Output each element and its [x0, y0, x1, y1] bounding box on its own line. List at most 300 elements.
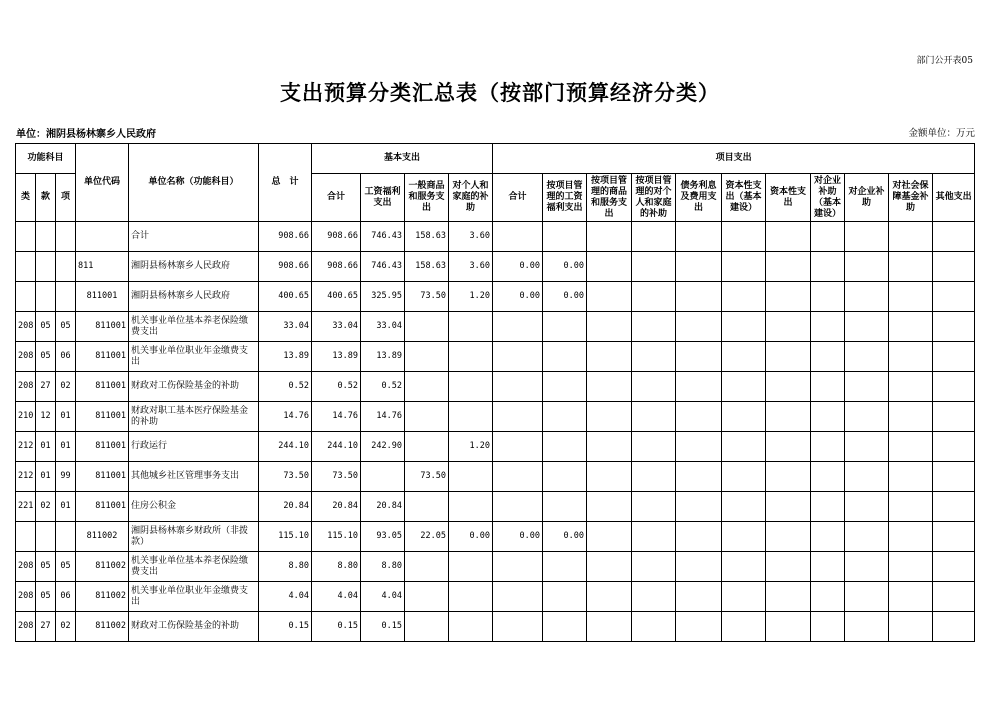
cell-project-wage: 0.00 [543, 282, 587, 312]
cell-unit-name: 机关事业单位基本养老保险缴费支出 [129, 312, 259, 342]
cell-unit-name: 其他城乡社区管理事务支出 [129, 462, 259, 492]
cell-xiang: 99 [56, 462, 76, 492]
cell-kuan: 05 [36, 582, 56, 612]
cell-project-wage [543, 372, 587, 402]
cell-unit-code: 811001 [76, 342, 129, 372]
cell-project-capital [766, 492, 811, 522]
cell-project-wage [543, 552, 587, 582]
table-row [16, 372, 975, 402]
cell-project-social [889, 282, 933, 312]
cell-project-debt [676, 582, 722, 612]
cell-unit-code: 811001 [76, 372, 129, 402]
header-project-goods: 按项目管理的商品和服务支出 [587, 174, 632, 222]
cell-unit-name: 机关事业单位基本养老保险缴费支出 [129, 552, 259, 582]
header-func: 功能科目 [16, 144, 76, 174]
cell-basic-goods [405, 432, 449, 462]
cell-project-capital [766, 462, 811, 492]
cell-xiang: 01 [56, 492, 76, 522]
cell-xiang [56, 282, 76, 312]
cell-project-capital [766, 282, 811, 312]
cell-project-capital [766, 222, 811, 252]
cell-lei: 208 [16, 372, 36, 402]
cell-project-enterprise [845, 372, 889, 402]
cell-project-capital-basic [722, 282, 766, 312]
cell-project-goods [587, 432, 632, 462]
cell-total: 73.50 [259, 462, 312, 492]
cell-project-debt [676, 612, 722, 642]
cell-project-capital-basic [722, 612, 766, 642]
cell-basic-sum: 0.52 [312, 372, 361, 402]
cell-unit-code: 811002 [76, 552, 129, 582]
cell-project-goods [587, 492, 632, 522]
cell-project-capital-basic [722, 312, 766, 342]
cell-unit-code [76, 222, 129, 252]
cell-project-sum [493, 462, 543, 492]
cell-project-capital [766, 612, 811, 642]
cell-basic-sum: 908.66 [312, 222, 361, 252]
header-project-other: 其他支出 [933, 174, 975, 222]
cell-project-enterprise-basic [811, 462, 845, 492]
cell-total: 400.65 [259, 282, 312, 312]
cell-unit-name: 住房公积金 [129, 492, 259, 522]
table-row [16, 432, 975, 462]
cell-project-personal [632, 372, 676, 402]
cell-project-capital [766, 342, 811, 372]
cell-project-sum [493, 432, 543, 462]
cell-basic-goods: 73.50 [405, 462, 449, 492]
cell-unit-code: 811002 [76, 522, 129, 552]
cell-unit-name: 合计 [129, 222, 259, 252]
cell-basic-goods [405, 612, 449, 642]
cell-basic-personal [449, 492, 493, 522]
cell-project-other [933, 222, 975, 252]
cell-project-enterprise-basic [811, 312, 845, 342]
cell-project-capital [766, 312, 811, 342]
cell-project-other [933, 432, 975, 462]
header-basic: 基本支出 [312, 144, 493, 174]
cell-lei: 210 [16, 402, 36, 432]
table-row [16, 612, 975, 642]
cell-project-social [889, 552, 933, 582]
cell-project-goods [587, 462, 632, 492]
cell-basic-goods: 158.63 [405, 222, 449, 252]
cell-project-wage: 0.00 [543, 522, 587, 552]
cell-project-personal [632, 282, 676, 312]
cell-basic-sum: 0.15 [312, 612, 361, 642]
cell-project-enterprise-basic [811, 402, 845, 432]
cell-basic-wage: 93.05 [361, 522, 405, 552]
cell-project-enterprise [845, 552, 889, 582]
cell-lei: 208 [16, 612, 36, 642]
cell-basic-personal: 1.20 [449, 282, 493, 312]
cell-unit-name: 机关事业单位职业年金缴费支出 [129, 342, 259, 372]
cell-total: 13.89 [259, 342, 312, 372]
cell-basic-sum: 20.84 [312, 492, 361, 522]
header-basic-sum: 合计 [312, 174, 361, 222]
table-row [16, 282, 975, 312]
cell-xiang [56, 252, 76, 282]
cell-project-personal [632, 312, 676, 342]
cell-project-enterprise [845, 252, 889, 282]
cell-xiang: 02 [56, 372, 76, 402]
cell-project-capital-basic [722, 552, 766, 582]
table-row [16, 462, 975, 492]
cell-project-goods [587, 552, 632, 582]
cell-unit-name: 财政对工伤保险基金的补助 [129, 372, 259, 402]
cell-lei: 212 [16, 462, 36, 492]
cell-project-capital-basic [722, 222, 766, 252]
cell-basic-wage: 242.90 [361, 432, 405, 462]
cell-project-debt [676, 252, 722, 282]
cell-total: 908.66 [259, 222, 312, 252]
cell-total: 0.52 [259, 372, 312, 402]
cell-lei: 208 [16, 582, 36, 612]
table-row [16, 582, 975, 612]
cell-project-wage [543, 432, 587, 462]
cell-unit-name: 行政运行 [129, 432, 259, 462]
cell-project-debt [676, 552, 722, 582]
cell-project-sum [493, 492, 543, 522]
cell-project-personal [632, 252, 676, 282]
cell-project-wage [543, 612, 587, 642]
cell-unit-name: 湘阴县杨林寨乡财政所（非拨款） [129, 522, 259, 552]
header-project-social: 对社会保障基金补助 [889, 174, 933, 222]
cell-basic-sum: 4.04 [312, 582, 361, 612]
cell-project-debt [676, 462, 722, 492]
cell-kuan: 05 [36, 312, 56, 342]
cell-project-enterprise [845, 402, 889, 432]
cell-project-other [933, 492, 975, 522]
cell-project-sum: 0.00 [493, 522, 543, 552]
cell-xiang: 06 [56, 342, 76, 372]
cell-project-debt [676, 372, 722, 402]
cell-project-capital-basic [722, 522, 766, 552]
form-number: 部门公开表05 [916, 56, 973, 66]
cell-unit-name: 财政对职工基本医疗保险基金的补助 [129, 402, 259, 432]
cell-project-other [933, 612, 975, 642]
cell-project-goods [587, 252, 632, 282]
cell-unit-code: 811001 [76, 282, 129, 312]
cell-total: 14.76 [259, 402, 312, 432]
cell-basic-personal [449, 342, 493, 372]
cell-basic-personal [449, 552, 493, 582]
cell-project-goods [587, 402, 632, 432]
cell-project-enterprise [845, 582, 889, 612]
cell-unit-code: 811001 [76, 312, 129, 342]
header-project-capital-basic: 资本性支出（基本建设） [722, 174, 766, 222]
cell-project-personal [632, 552, 676, 582]
cell-project-goods [587, 312, 632, 342]
cell-unit-code: 811002 [76, 612, 129, 642]
unit-label: 单位：湘阴县杨林寨乡人民政府 [16, 129, 156, 140]
cell-project-sum [493, 552, 543, 582]
cell-basic-wage: 746.43 [361, 252, 405, 282]
cell-kuan: 01 [36, 432, 56, 462]
cell-project-enterprise-basic [811, 432, 845, 462]
cell-project-debt [676, 342, 722, 372]
table-row [16, 522, 975, 552]
cell-basic-wage: 14.76 [361, 402, 405, 432]
cell-project-wage [543, 402, 587, 432]
header-project-enterprise: 对企业补助 [845, 174, 889, 222]
cell-basic-sum: 115.10 [312, 522, 361, 552]
cell-xiang: 01 [56, 402, 76, 432]
cell-total: 0.15 [259, 612, 312, 642]
cell-project-enterprise-basic [811, 252, 845, 282]
cell-project-other [933, 522, 975, 552]
cell-basic-wage: 13.89 [361, 342, 405, 372]
cell-unit-name: 机关事业单位职业年金缴费支出 [129, 582, 259, 612]
cell-project-capital-basic [722, 462, 766, 492]
header-project-debt: 债务利息及费用支出 [676, 174, 722, 222]
cell-project-enterprise [845, 492, 889, 522]
header-project-sum: 合计 [493, 174, 543, 222]
cell-project-enterprise [845, 612, 889, 642]
header-kuan: 款 [36, 174, 56, 222]
cell-project-enterprise [845, 222, 889, 252]
cell-project-capital [766, 372, 811, 402]
cell-project-social [889, 342, 933, 372]
cell-basic-goods [405, 372, 449, 402]
header-basic-personal: 对个人和家庭的补助 [449, 174, 493, 222]
cell-kuan [36, 252, 56, 282]
cell-project-capital [766, 402, 811, 432]
cell-project-goods [587, 342, 632, 372]
cell-lei: 221 [16, 492, 36, 522]
cell-basic-goods: 73.50 [405, 282, 449, 312]
cell-project-personal [632, 402, 676, 432]
cell-project-sum [493, 342, 543, 372]
cell-total: 33.04 [259, 312, 312, 342]
header-project: 项目支出 [493, 144, 975, 174]
cell-project-other [933, 252, 975, 282]
cell-unit-code: 811001 [76, 462, 129, 492]
cell-project-sum [493, 582, 543, 612]
cell-project-enterprise-basic [811, 552, 845, 582]
cell-project-debt [676, 492, 722, 522]
cell-project-goods [587, 372, 632, 402]
cell-project-other [933, 462, 975, 492]
header-basic-wage: 工资福利支出 [361, 174, 405, 222]
cell-unit-code: 811 [76, 252, 129, 282]
cell-basic-personal [449, 582, 493, 612]
cell-basic-wage: 325.95 [361, 282, 405, 312]
cell-project-sum [493, 312, 543, 342]
cell-project-capital-basic [722, 402, 766, 432]
budget-table [15, 143, 975, 642]
cell-project-other [933, 282, 975, 312]
cell-project-capital [766, 432, 811, 462]
cell-project-enterprise-basic [811, 342, 845, 372]
cell-project-capital [766, 552, 811, 582]
cell-basic-wage: 0.15 [361, 612, 405, 642]
cell-xiang: 01 [56, 432, 76, 462]
header-unit-code: 单位代码 [76, 144, 129, 222]
cell-project-capital-basic [722, 252, 766, 282]
cell-total: 244.10 [259, 432, 312, 462]
cell-project-capital-basic [722, 432, 766, 462]
header-unit-name: 单位名称（功能科目） [129, 144, 259, 222]
cell-project-sum [493, 612, 543, 642]
cell-kuan [36, 282, 56, 312]
cell-unit-name: 财政对工伤保险基金的补助 [129, 612, 259, 642]
cell-project-enterprise [845, 342, 889, 372]
cell-kuan: 05 [36, 552, 56, 582]
cell-project-sum [493, 372, 543, 402]
cell-project-debt [676, 222, 722, 252]
cell-basic-wage: 0.52 [361, 372, 405, 402]
table-row [16, 342, 975, 372]
cell-basic-personal: 1.20 [449, 432, 493, 462]
cell-lei: 208 [16, 312, 36, 342]
cell-project-sum [493, 402, 543, 432]
cell-basic-goods [405, 492, 449, 522]
cell-project-other [933, 372, 975, 402]
cell-xiang: 02 [56, 612, 76, 642]
cell-project-sum [493, 222, 543, 252]
cell-project-enterprise [845, 522, 889, 552]
cell-project-debt [676, 432, 722, 462]
cell-project-personal [632, 492, 676, 522]
cell-basic-sum: 14.76 [312, 402, 361, 432]
header-project-wage: 按项目管理的工资福利支出 [543, 174, 587, 222]
cell-project-other [933, 552, 975, 582]
cell-basic-personal [449, 612, 493, 642]
cell-kuan: 27 [36, 612, 56, 642]
cell-project-personal [632, 612, 676, 642]
cell-project-capital-basic [722, 492, 766, 522]
cell-basic-sum: 908.66 [312, 252, 361, 282]
cell-project-enterprise [845, 312, 889, 342]
cell-project-capital-basic [722, 582, 766, 612]
cell-project-personal [632, 432, 676, 462]
cell-project-wage [543, 312, 587, 342]
header-basic-goods: 一般商品和服务支出 [405, 174, 449, 222]
cell-project-social [889, 312, 933, 342]
table-row [16, 252, 975, 282]
cell-basic-personal [449, 462, 493, 492]
cell-basic-wage: 8.80 [361, 552, 405, 582]
cell-basic-wage [361, 462, 405, 492]
cell-project-personal [632, 222, 676, 252]
cell-project-capital [766, 582, 811, 612]
cell-lei: 212 [16, 432, 36, 462]
cell-project-social [889, 372, 933, 402]
cell-basic-goods [405, 552, 449, 582]
cell-xiang: 06 [56, 582, 76, 612]
cell-project-capital [766, 252, 811, 282]
cell-unit-code: 811002 [76, 582, 129, 612]
cell-project-other [933, 402, 975, 432]
cell-project-personal [632, 582, 676, 612]
cell-xiang: 05 [56, 552, 76, 582]
cell-lei: 208 [16, 552, 36, 582]
cell-unit-name: 湘阴县杨林寨乡人民政府 [129, 252, 259, 282]
cell-basic-sum: 33.04 [312, 312, 361, 342]
cell-xiang [56, 522, 76, 552]
cell-lei [16, 282, 36, 312]
money-unit-label: 金额单位：万元 [908, 128, 975, 139]
cell-lei: 208 [16, 342, 36, 372]
table-row [16, 402, 975, 432]
cell-project-other [933, 312, 975, 342]
cell-basic-wage: 746.43 [361, 222, 405, 252]
cell-basic-goods: 158.63 [405, 252, 449, 282]
cell-project-enterprise-basic [811, 612, 845, 642]
cell-total: 4.04 [259, 582, 312, 612]
cell-project-personal [632, 462, 676, 492]
cell-xiang: 05 [56, 312, 76, 342]
cell-unit-code: 811001 [76, 492, 129, 522]
cell-basic-personal: 3.60 [449, 222, 493, 252]
cell-kuan [36, 222, 56, 252]
cell-project-wage [543, 492, 587, 522]
cell-kuan [36, 522, 56, 552]
cell-unit-name: 湘阴县杨林寨乡人民政府 [129, 282, 259, 312]
cell-project-enterprise [845, 282, 889, 312]
cell-project-social [889, 492, 933, 522]
header-project-enterprise-basic: 对企业补助（基本建设） [811, 174, 845, 222]
cell-total: 8.80 [259, 552, 312, 582]
cell-basic-personal [449, 402, 493, 432]
cell-xiang [56, 222, 76, 252]
cell-project-enterprise [845, 462, 889, 492]
cell-project-capital-basic [722, 342, 766, 372]
cell-project-capital [766, 522, 811, 552]
header-project-capital: 资本性支出 [766, 174, 811, 222]
cell-project-wage [543, 582, 587, 612]
cell-project-wage [543, 342, 587, 372]
cell-basic-personal [449, 372, 493, 402]
cell-project-other [933, 582, 975, 612]
cell-project-enterprise-basic [811, 372, 845, 402]
cell-kuan: 05 [36, 342, 56, 372]
header-project-personal: 按项目管理的对个人和家庭的补助 [632, 174, 676, 222]
header-lei: 类 [16, 174, 36, 222]
cell-unit-code: 811001 [76, 402, 129, 432]
cell-project-wage [543, 462, 587, 492]
cell-lei [16, 222, 36, 252]
cell-lei [16, 522, 36, 552]
cell-basic-sum: 73.50 [312, 462, 361, 492]
cell-project-other [933, 342, 975, 372]
cell-kuan: 02 [36, 492, 56, 522]
cell-project-social [889, 252, 933, 282]
cell-project-capital-basic [722, 372, 766, 402]
cell-project-enterprise-basic [811, 282, 845, 312]
cell-project-goods [587, 612, 632, 642]
page-title: 支出预算分类汇总表（按部门预算经济分类） [280, 80, 720, 105]
cell-basic-wage: 20.84 [361, 492, 405, 522]
cell-basic-wage: 4.04 [361, 582, 405, 612]
cell-basic-goods [405, 402, 449, 432]
cell-basic-wage: 33.04 [361, 312, 405, 342]
cell-project-social [889, 582, 933, 612]
table-row [16, 222, 975, 252]
cell-project-social [889, 612, 933, 642]
cell-total: 115.10 [259, 522, 312, 552]
cell-project-enterprise-basic [811, 222, 845, 252]
cell-basic-sum: 13.89 [312, 342, 361, 372]
cell-basic-personal: 0.00 [449, 522, 493, 552]
cell-project-sum: 0.00 [493, 282, 543, 312]
header-total: 总 计 [259, 144, 312, 222]
cell-project-personal [632, 522, 676, 552]
cell-project-social [889, 462, 933, 492]
cell-project-social [889, 222, 933, 252]
cell-basic-goods [405, 312, 449, 342]
cell-basic-goods: 22.05 [405, 522, 449, 552]
